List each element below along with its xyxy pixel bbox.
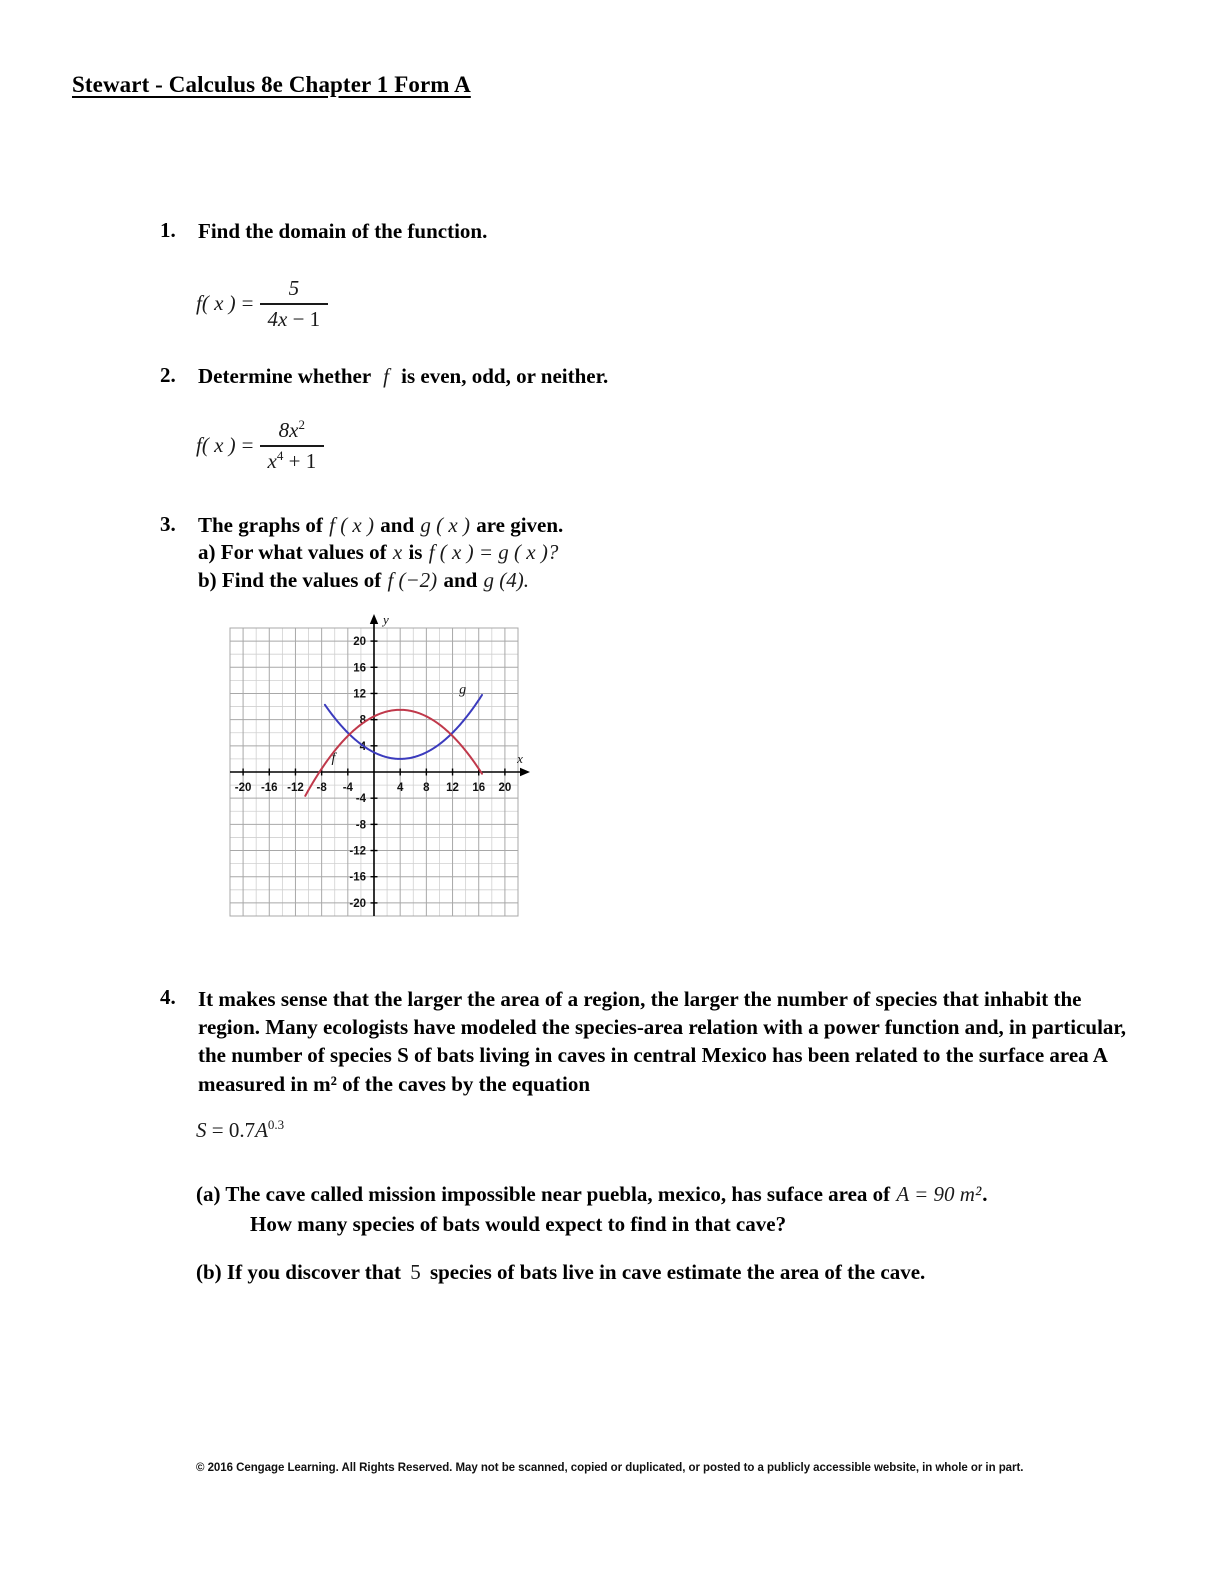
- problem-2-equation: [196, 418, 324, 474]
- svg-text:12: 12: [353, 688, 366, 701]
- problem-1: [160, 218, 1060, 245]
- problem-4-part-b: [196, 1258, 1116, 1288]
- problem-2-prompt-part-b: is even, odd, or neither.: [401, 364, 609, 388]
- x-axis-arrow: [520, 768, 530, 776]
- svg-text:-20: -20: [234, 782, 252, 794]
- x-axis-label: x: [517, 751, 523, 766]
- tick-labels: [235, 636, 512, 910]
- problem-4: [160, 985, 1160, 1098]
- problem-2-prompt: [198, 363, 608, 390]
- svg-text:4: 4: [359, 740, 366, 753]
- equation-2-lhs: f( x ): [196, 433, 236, 458]
- svg-text:20: 20: [498, 782, 512, 794]
- problem-3-line3-and: and: [443, 567, 478, 592]
- equation-1-equals: =: [241, 291, 254, 316]
- curve-label-g: g: [459, 682, 467, 698]
- y-axis-label: y: [383, 612, 389, 627]
- problem-3-line-3: [198, 567, 563, 594]
- problem-4-equation: [196, 1118, 284, 1143]
- equation-4-exponent: 0.3: [267, 1117, 285, 1132]
- svg-text:-8: -8: [355, 819, 366, 832]
- equation-4-lhs: S: [196, 1118, 207, 1142]
- problem-4-paragraph: It makes sense that the larger the area of a region, the larger the number of species that inhabit the region. Many ecologists have modeled the species-area relation with a power function and, in particular, the number of species S of bats living in caves in central Mexico has been related to the surface area A measured in m² of the caves by the equation: [198, 987, 1127, 1096]
- problem-3-line2-x: x: [392, 540, 403, 565]
- problem-3-body: [198, 512, 563, 594]
- problem-2-function-symbol: f: [383, 364, 389, 388]
- page-title: Stewart - Calculus 8e Chapter 1 Form A: [72, 72, 471, 97]
- svg-text:-4: -4: [342, 782, 353, 794]
- problem-2-prompt-part-a: Determine whether: [198, 364, 371, 388]
- equation-4-equals: =: [211, 1118, 224, 1142]
- equation-1-denominator: 4x − 1: [267, 306, 321, 331]
- problem-3-line1-and: and: [380, 513, 415, 537]
- axes: [230, 614, 530, 916]
- part-a-line2: How many species of bats would expect to find in that cave?: [250, 1211, 787, 1236]
- problem-3-number: 3.: [160, 512, 176, 536]
- equation-4-coefficient: 0.7: [228, 1118, 256, 1142]
- svg-text:16: 16: [353, 662, 366, 675]
- part-a-label: (a): [196, 1182, 221, 1206]
- equation-2-numerator: $8x^2$: [278, 417, 306, 442]
- problem-3-line1-g: g ( x ): [420, 513, 470, 537]
- svg-text:4: 4: [396, 782, 404, 794]
- problem-3-line2-equation: f ( x ) = g ( x )?: [428, 540, 559, 565]
- problem-3-line1-text-b: are given.: [476, 513, 564, 537]
- problem-1-number: 1.: [160, 218, 176, 242]
- problem-3-line-1: [198, 512, 563, 539]
- svg-text:12: 12: [446, 782, 459, 794]
- problem-2: [160, 363, 1060, 390]
- part-b-line1-text-a: If you discover that: [226, 1260, 401, 1284]
- equation-2-denominator: $x^4 + 1$: [267, 447, 317, 473]
- part-a-period: .: [982, 1182, 988, 1206]
- problem-3-graph: [222, 602, 532, 924]
- part-a-line1: The cave called mission impossible near puebla, mexico, has suface area of: [225, 1182, 891, 1206]
- svg-text:-4: -4: [355, 793, 366, 806]
- problem-3-line-2: [198, 539, 563, 566]
- copyright-footer: © 2016 Cengage Learning. All Rights Reserved. May not be scanned, copied or duplicated, or posted to a publicly accessible website, in whole or in part.: [196, 1462, 1024, 1474]
- svg-text:-12: -12: [287, 782, 304, 794]
- part-b-label: (b): [196, 1260, 222, 1284]
- svg-text:16: 16: [472, 782, 486, 794]
- svg-text:-16: -16: [349, 871, 366, 884]
- problem-1-equation: [196, 276, 328, 332]
- equation-2-equals: =: [241, 433, 254, 458]
- equation-1-fraction: [260, 276, 329, 332]
- problem-3-line3-text-a: b) Find the values of: [198, 567, 382, 592]
- problem-1-prompt: Find the domain of the function.: [198, 219, 488, 243]
- problem-3: [160, 512, 1060, 594]
- curve-label-f: f: [331, 751, 336, 767]
- svg-text:-16: -16: [260, 782, 278, 794]
- curve-g: [325, 695, 482, 759]
- y-axis-arrow: [370, 614, 378, 624]
- coordinate-plane-svg: [222, 602, 532, 924]
- problem-3-line1-f: f ( x ): [329, 513, 375, 537]
- problem-2-number: 2.: [160, 363, 176, 387]
- equation-1-numerator: 5: [288, 276, 300, 300]
- problem-3-line1-text-a: The graphs of: [198, 513, 323, 537]
- svg-text:8: 8: [359, 714, 366, 727]
- problem-3-line2-text-b: is: [408, 540, 423, 565]
- problem-3-line3-f: f (−2): [387, 567, 438, 592]
- problem-4-part-a: [196, 1180, 1116, 1240]
- part-b-line1-text-b: species of bats live in cave estimate the area of the cave.: [429, 1260, 926, 1284]
- svg-text:20: 20: [353, 636, 366, 649]
- svg-text:-20: -20: [349, 897, 366, 910]
- problem-3-line2-text-a: a) For what values of: [198, 540, 387, 565]
- part-a-value: A = 90 m²: [896, 1182, 982, 1206]
- svg-text:-8: -8: [316, 782, 327, 794]
- svg-text:8: 8: [423, 782, 430, 794]
- part-b-value: 5: [410, 1260, 421, 1284]
- problem-3-line3-g: g (4).: [483, 567, 530, 592]
- svg-text:-12: -12: [349, 845, 366, 858]
- equation-4-variable: A: [255, 1118, 268, 1142]
- problem-4-number: 4.: [160, 985, 176, 1009]
- equation-1-lhs: f( x ): [196, 291, 236, 316]
- equation-2-fraction: [260, 418, 325, 474]
